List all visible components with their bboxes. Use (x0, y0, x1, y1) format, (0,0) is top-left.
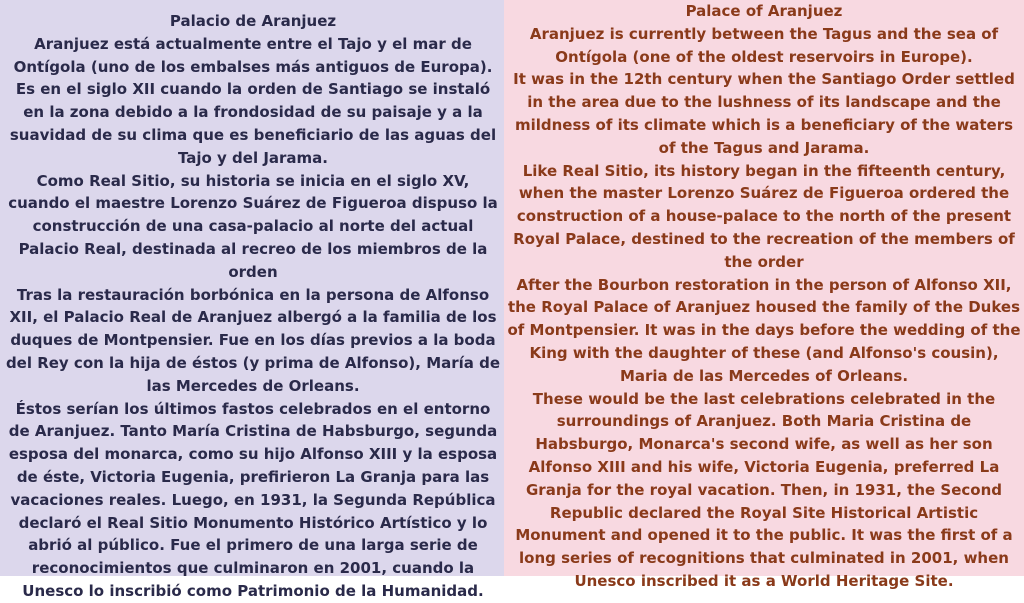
english-text-panel (504, 0, 1024, 590)
spanish-paragraph-4: Tras la restauración borbónica en la persona de Alfonso XII, el Palacio Real de Aranjuez albergó a la familia de los duques de Montpensier. Fue en los días previos a la boda del Rey con la hija de éstos (y prima de Alfonso), María de las Mercedes de Orleans. (5, 285, 501, 395)
spanish-text-panel (0, 0, 504, 600)
english-paragraph-4: After the Bourbon restoration in the person of Alfonso XII, the Royal Palace of Aranjuez housed the family of the Dukes of Montpensier. It was in the days before the wedding of the King with the daughter of these (and Alfonso's cousin), Maria de las Mercedes of Orleans. (507, 275, 1021, 385)
english-paragraph-2: It was in the 12th century when the Santiago Order settled in the area due to the lushness of its landscape and the mildness of its climate which is a beneficiary of the waters of the Tagus and Jarama. (513, 70, 1015, 157)
spanish-paragraph-1: Aranjuez está actualmente entre el Tajo y el mar de Ontígola (uno de los embalses más antiguos de Europa). (13, 34, 493, 76)
english-paragraph-1: Aranjuez is currently between the Tagus and the sea of Ontígola (one of the oldest reservoirs in Europe). (529, 24, 999, 66)
english-paragraph-3: Like Real Sitio, its history began in the fifteenth century, when the master Lorenzo Suárez de Figueroa ordered the construction of a house-palace to the north of the present Royal Palace, destined to the recreation of the members of the order (513, 161, 1015, 271)
spanish-title: Palacio de Aranjuez (169, 12, 337, 30)
english-title: Palace of Aranjuez (685, 2, 843, 20)
english-paragraph-5: These would be the last celebrations celebrated in the surroundings of Aranjuez. Both Maria Cristina de Habsburgo, Monarca's second wife, as well as her son Alfonso XIII and his wife, Victoria Eugenia, preferred La Granja for the royal vacation. Then, in 1931, the Second Republic declared the Royal Site Historical Artistic Monument and opened it to the public. It was the first of a long series of recognitions that culminated in 2001, when Unesco inscribed it as a World Heritage Site. (515, 389, 1013, 590)
spanish-paragraph-3: Como Real Sitio, su historia se inicia en el siglo XV, cuando el maestre Lorenzo Suárez de Figueroa dispuso la construcción de una casa-palacio al norte del actual Palacio Real, destinada al recreo de los miembros de la orden (8, 171, 498, 281)
spanish-paragraph-2: Es en el siglo XII cuando la orden de Santiago se instaló en la zona debido a la frondosidad de su paisaje y a la suavidad de su clima que es beneficiario de las aguas del Tajo y del Jarama. (9, 80, 497, 167)
spanish-paragraph-5: Éstos serían los últimos fastos celebrados en el entorno de Aranjuez. Tanto María Cristina de Habsburgo, segunda esposa del monarca, como su hijo Alfonso XIII y la esposa de éste, Victoria Eugenia, prefirieron La Granja para las vacaciones reales. Luego, en 1931, la Segunda República declaró el Real Sitio Monumento Histórico Artístico y lo abrió al público. Fue el primero de una larga serie de reconocimientos que culminaron en 2001, cuando la Unesco lo inscribió como Patrimonio de la Humanidad. (8, 399, 498, 600)
